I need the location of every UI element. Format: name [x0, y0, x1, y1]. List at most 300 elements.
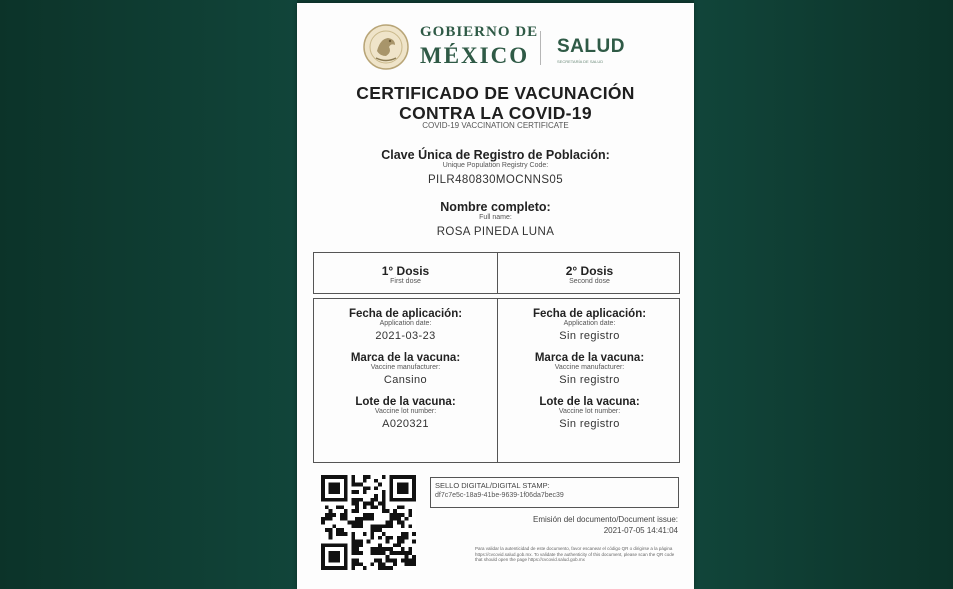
qr-module — [321, 483, 325, 487]
qr-module — [332, 498, 336, 502]
qr-module — [382, 498, 386, 502]
qr-module — [397, 543, 401, 547]
qr-module — [355, 490, 359, 494]
qr-module — [374, 524, 378, 528]
qr-module — [329, 551, 333, 555]
qr-module — [348, 521, 352, 525]
qr-module — [408, 509, 412, 513]
qr-module — [393, 513, 397, 517]
qr-module — [344, 532, 348, 536]
qr-module — [344, 547, 348, 551]
qr-module — [367, 502, 371, 506]
dose2-lot-label-en: Vaccine lot number: — [558, 408, 621, 415]
qr-module — [382, 494, 386, 498]
qr-module — [321, 479, 325, 483]
qr-module — [336, 551, 340, 555]
qr-module — [374, 559, 378, 563]
dose1-lot-label: Lote de la vacuna: — [355, 396, 456, 408]
qr-module — [405, 551, 409, 555]
qr-module — [374, 551, 378, 555]
qr-module — [325, 513, 329, 517]
qr-module — [382, 502, 386, 506]
department-wordmark — [557, 36, 625, 64]
qr-module — [367, 475, 371, 479]
gov-line1: GOBIERNO DE — [420, 24, 539, 40]
qr-module — [386, 547, 390, 551]
qr-module — [382, 509, 386, 513]
qr-module — [332, 543, 336, 547]
qr-module — [393, 562, 397, 566]
qr-module — [351, 562, 355, 566]
qr-module — [332, 555, 336, 559]
qr-module — [329, 498, 333, 502]
qr-module — [329, 559, 333, 563]
qr-module — [401, 475, 405, 479]
qr-module — [336, 475, 340, 479]
qr-module — [329, 509, 333, 513]
dose-header-box — [313, 252, 680, 294]
qr-module — [321, 498, 325, 502]
dose1-date-label: Fecha de aplicación: — [348, 308, 463, 320]
qr-module — [374, 547, 378, 551]
qr-module — [351, 521, 355, 525]
background-right — [694, 0, 953, 589]
qr-module — [401, 540, 405, 544]
qr-module — [351, 483, 355, 487]
qr-module — [359, 540, 363, 544]
qr-module — [332, 559, 336, 563]
qr-module — [401, 559, 405, 563]
qr-module — [355, 521, 359, 525]
qr-module — [344, 551, 348, 555]
qr-module — [321, 551, 325, 555]
qr-module — [329, 536, 333, 540]
qr-module — [340, 532, 344, 536]
qr-module — [382, 566, 386, 570]
dose2-lot: Sin registro — [559, 418, 620, 430]
qr-module — [344, 494, 348, 498]
dept-name: SALUD — [557, 36, 625, 57]
qr-module — [401, 486, 405, 490]
qr-module — [329, 555, 333, 559]
qr-module — [408, 475, 412, 479]
qr-module — [412, 498, 416, 502]
qr-module — [386, 555, 390, 559]
qr-module — [374, 528, 378, 532]
qr-module — [370, 498, 374, 502]
qr-module — [340, 475, 344, 479]
qr-module — [412, 490, 416, 494]
qr-module — [363, 566, 367, 570]
qr-module — [336, 490, 340, 494]
qr-module — [389, 524, 393, 528]
qr-module — [355, 505, 359, 509]
qr-module — [393, 509, 397, 513]
gov-line2: MÉXICO — [420, 43, 530, 68]
qr-module — [321, 521, 325, 525]
qr-module — [412, 486, 416, 490]
qr-module — [378, 502, 382, 506]
qr-module — [412, 494, 416, 498]
qr-module — [355, 551, 359, 555]
dose2-brand-label-en: Vaccine manufacturer: — [554, 364, 625, 371]
qr-module — [355, 509, 359, 513]
qr-module — [351, 498, 355, 502]
qr-module — [389, 551, 393, 555]
qr-module — [359, 498, 363, 502]
qr-module — [340, 543, 344, 547]
qr-module — [370, 547, 374, 551]
dose2-title-en: Second dose — [569, 278, 610, 285]
qr-module — [351, 547, 355, 551]
qr-module — [397, 498, 401, 502]
qr-module — [374, 505, 378, 509]
qr-module — [405, 486, 409, 490]
qr-module — [359, 521, 363, 525]
qr-module — [389, 479, 393, 483]
qr-module — [382, 505, 386, 509]
qr-module — [351, 551, 355, 555]
qr-module — [389, 547, 393, 551]
qr-module — [389, 483, 393, 487]
qr-module — [370, 532, 374, 536]
qr-module — [329, 532, 333, 536]
qr-module — [389, 513, 393, 517]
qr-module — [389, 486, 393, 490]
qr-code-icon[interactable] — [321, 475, 416, 570]
qr-module — [355, 562, 359, 566]
qr-module — [359, 483, 363, 487]
qr-module — [344, 562, 348, 566]
qr-module — [393, 543, 397, 547]
qr-module — [355, 483, 359, 487]
qr-module — [363, 513, 367, 517]
dose2-brand-label: Marca de la vacuna: — [534, 352, 645, 364]
qr-module — [359, 524, 363, 528]
qr-module — [412, 559, 416, 563]
qr-module — [332, 524, 336, 528]
qr-module — [344, 486, 348, 490]
qr-module — [344, 566, 348, 570]
qr-module — [370, 551, 374, 555]
qr-module — [374, 498, 378, 502]
qr-module — [351, 509, 355, 513]
qr-module — [355, 498, 359, 502]
dose1-title: 1° Dosis — [381, 264, 430, 278]
qr-module — [370, 528, 374, 532]
qr-module — [408, 562, 412, 566]
qr-module — [389, 566, 393, 570]
qr-module — [321, 547, 325, 551]
qr-module — [382, 562, 386, 566]
qr-module — [344, 483, 348, 487]
qr-module — [367, 517, 371, 521]
dose2-details — [498, 308, 681, 447]
qr-module — [378, 547, 382, 551]
qr-module — [340, 528, 344, 532]
qr-module — [329, 528, 333, 532]
qr-module — [382, 551, 386, 555]
qr-module — [405, 562, 409, 566]
qr-module — [408, 498, 412, 502]
qr-module — [378, 543, 382, 547]
qr-module — [332, 490, 336, 494]
qr-module — [389, 517, 393, 521]
qr-module — [321, 566, 325, 570]
qr-module — [321, 555, 325, 559]
qr-module — [363, 517, 367, 521]
qr-module — [325, 543, 329, 547]
qr-module — [351, 475, 355, 479]
qr-module — [336, 566, 340, 570]
qr-module — [378, 559, 382, 563]
qr-module — [389, 490, 393, 494]
qr-module — [329, 517, 333, 521]
qr-module — [378, 483, 382, 487]
qr-module — [351, 559, 355, 563]
qr-module — [351, 532, 355, 536]
qr-module — [401, 551, 405, 555]
qr-module — [378, 566, 382, 570]
certificate-title-line2: CONTRA LA COVID-19 — [399, 103, 592, 123]
qr-module — [393, 475, 397, 479]
qr-module — [386, 566, 390, 570]
qr-module — [405, 498, 409, 502]
qr-module — [321, 517, 325, 521]
qr-module — [378, 524, 382, 528]
dose2-header — [498, 264, 681, 285]
qr-module — [397, 540, 401, 544]
qr-module — [355, 517, 359, 521]
dose-details-box — [313, 298, 680, 463]
dose2-date: Sin registro — [559, 330, 620, 342]
qr-module — [355, 559, 359, 563]
qr-module — [332, 486, 336, 490]
qr-module — [344, 543, 348, 547]
qr-module — [405, 536, 409, 540]
qr-module — [412, 483, 416, 487]
curp-label: Clave Única de Registro de Población: — [381, 148, 610, 162]
digital-stamp-label: SELLO DIGITAL/DIGITAL STAMP: — [435, 481, 550, 490]
dose1-details — [314, 308, 497, 447]
qr-module — [344, 555, 348, 559]
dose1-brand: Cansino — [383, 374, 428, 386]
qr-module — [412, 562, 416, 566]
dose2-date-label: Fecha de aplicación: — [532, 308, 647, 320]
qr-module — [325, 498, 329, 502]
qr-module — [405, 490, 409, 494]
qr-module — [397, 486, 401, 490]
qr-module — [401, 532, 405, 536]
qr-module — [370, 524, 374, 528]
qr-module — [370, 536, 374, 540]
qr-module — [382, 524, 386, 528]
qr-module — [344, 490, 348, 494]
qr-module — [397, 513, 401, 517]
qr-module — [382, 490, 386, 494]
qr-module — [370, 505, 374, 509]
qr-module — [367, 513, 371, 517]
dose2-title: 2° Dosis — [565, 264, 614, 278]
qr-module — [336, 532, 340, 536]
qr-module — [325, 528, 329, 532]
qr-module — [351, 502, 355, 506]
qr-module — [397, 483, 401, 487]
qr-module — [397, 475, 401, 479]
qr-module — [325, 566, 329, 570]
qr-module — [325, 475, 329, 479]
qr-module — [351, 566, 355, 570]
qr-module — [401, 498, 405, 502]
digital-stamp-code: df7c7e5c-18a9-41be-9639-1f06da7bec39 — [435, 492, 564, 499]
qr-module — [325, 505, 329, 509]
qr-module — [374, 486, 378, 490]
qr-module — [405, 559, 409, 563]
qr-module — [393, 517, 397, 521]
qr-module — [401, 521, 405, 525]
qr-module — [386, 521, 390, 525]
qr-module — [382, 475, 386, 479]
qr-module — [412, 479, 416, 483]
qr-module — [389, 521, 393, 525]
qr-module — [359, 543, 363, 547]
qr-module — [389, 536, 393, 540]
qr-module — [355, 540, 359, 544]
qr-module — [332, 475, 336, 479]
qr-module — [340, 513, 344, 517]
qr-module — [389, 475, 393, 479]
qr-module — [382, 547, 386, 551]
qr-module — [359, 562, 363, 566]
qr-module — [397, 505, 401, 509]
qr-module — [336, 505, 340, 509]
qr-module — [370, 502, 374, 506]
qr-module — [393, 498, 397, 502]
issue-label: Emisión del documento/Document issue: — [533, 515, 678, 524]
qr-module — [363, 479, 367, 483]
qr-module — [336, 543, 340, 547]
qr-module — [321, 559, 325, 563]
qr-module — [378, 528, 382, 532]
qr-module — [344, 517, 348, 521]
qr-module — [355, 502, 359, 506]
qr-module — [336, 483, 340, 487]
qr-module — [329, 490, 333, 494]
qr-module — [393, 551, 397, 555]
certificate-title-en: COVID-19 VACCINATION CERTIFICATE — [422, 121, 569, 130]
qr-module — [344, 559, 348, 563]
qr-module — [355, 543, 359, 547]
qr-module — [355, 524, 359, 528]
dose2-lot-label: Lote de la vacuna: — [539, 396, 640, 408]
qr-module — [374, 479, 378, 483]
qr-module — [389, 498, 393, 502]
qr-module — [382, 532, 386, 536]
qr-module — [412, 532, 416, 536]
name-label: Nombre completo: — [440, 200, 551, 214]
qr-module — [325, 517, 329, 521]
qr-module — [389, 494, 393, 498]
qr-module — [363, 502, 367, 506]
qr-module — [378, 562, 382, 566]
qr-module — [378, 551, 382, 555]
dose1-header — [314, 264, 497, 285]
qr-module — [386, 509, 390, 513]
qr-module — [386, 559, 390, 563]
qr-module — [336, 498, 340, 502]
dose1-date-label-en: Application date: — [379, 320, 432, 327]
header-logos — [362, 23, 642, 71]
qr-module — [393, 559, 397, 563]
qr-module — [401, 483, 405, 487]
qr-module — [321, 494, 325, 498]
qr-module — [340, 566, 344, 570]
qr-module — [336, 486, 340, 490]
qr-module — [405, 555, 409, 559]
curp-label-en: Unique Population Registry Code: — [442, 162, 549, 169]
qr-module — [386, 536, 390, 540]
qr-module — [351, 543, 355, 547]
name-label-en: Full name: — [479, 214, 512, 221]
qr-module — [332, 513, 336, 517]
qr-module — [401, 490, 405, 494]
background-left — [0, 0, 297, 589]
qr-module — [401, 536, 405, 540]
qr-module — [370, 517, 374, 521]
document-issue — [533, 514, 678, 536]
qr-module — [359, 517, 363, 521]
qr-module — [329, 543, 333, 547]
qr-module — [405, 532, 409, 536]
qr-module — [367, 486, 371, 490]
qr-module — [397, 490, 401, 494]
qr-module — [336, 559, 340, 563]
qr-module — [405, 483, 409, 487]
qr-module — [321, 562, 325, 566]
issue-date: 2021-07-05 14:41:04 — [603, 526, 678, 535]
qr-module — [397, 517, 401, 521]
qr-module — [344, 509, 348, 513]
qr-module — [329, 486, 333, 490]
certificate-title-line1: CERTIFICADO DE VACUNACIÓN — [356, 83, 635, 103]
qr-module — [329, 513, 333, 517]
qr-module — [321, 490, 325, 494]
qr-module — [332, 566, 336, 570]
dose2-date-label-en: Application date: — [563, 320, 616, 327]
qr-module — [321, 543, 325, 547]
qr-module — [340, 498, 344, 502]
qr-module — [370, 513, 374, 517]
qr-module — [351, 490, 355, 494]
qr-module — [408, 513, 412, 517]
validation-fine-print: Para validar la autenticidad de este documento, favor escanear el código QR o dirigirse a la página https://cvcovid.salud.gob.mx. To validate the authenticity of this document, please scan the QR code that should open the page https://cvcovid.salud.gob.mx — [475, 546, 675, 562]
qr-module — [370, 562, 374, 566]
qr-module — [412, 555, 416, 559]
qr-module — [405, 517, 409, 521]
qr-module — [378, 536, 382, 540]
digital-stamp-box — [430, 477, 679, 508]
qr-module — [363, 490, 367, 494]
qr-module — [408, 551, 412, 555]
qr-module — [412, 475, 416, 479]
qr-module — [412, 540, 416, 544]
qr-module — [336, 555, 340, 559]
qr-module — [344, 475, 348, 479]
qr-module — [401, 505, 405, 509]
curp-value: PILR480830MOCNNS05 — [427, 174, 564, 186]
qr-module — [344, 513, 348, 517]
qr-module — [401, 547, 405, 551]
